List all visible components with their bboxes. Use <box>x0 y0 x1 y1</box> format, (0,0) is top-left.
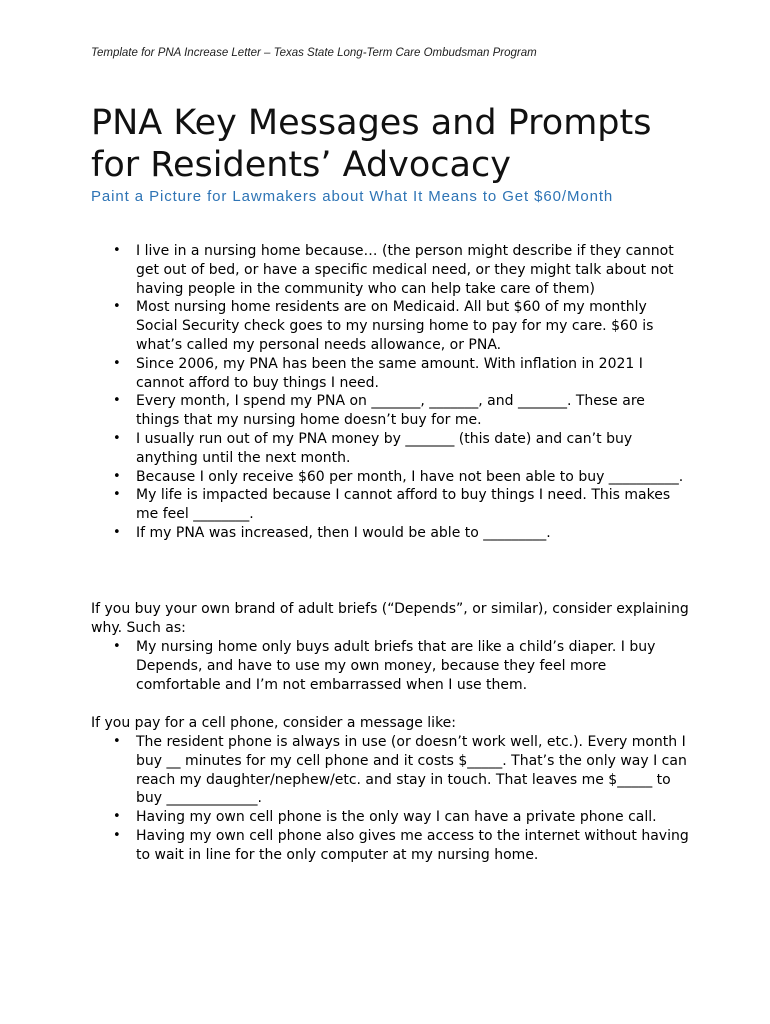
prompts-section <box>91 242 691 543</box>
list-item: • Having my own cell phone is the only way I can have a private phone call. <box>113 809 657 826</box>
list-item: • If my PNA was increased, then I would be able to _________. <box>113 524 551 541</box>
list-item: • My nursing home only buys adult briefs that are like a child’s diaper. I buy Depends, and have to use my own money, because they feel more comfortable and I’m not embarrassed when I use them. <box>113 639 656 693</box>
list-item: • The resident phone is always in use (or doesn’t work well, etc.). Every month I buy __ minutes for my cell phone and it costs $_____. That’s the only way I can reach my daughter/nephew/etc. and stay in touch. That leaves me $_____ to buy _____________. <box>113 734 687 807</box>
phone-section <box>91 714 691 865</box>
list-item: • Since 2006, my PNA has been the same amount. With inflation in 2021 I cannot afford to buy things I need. <box>113 355 643 391</box>
bullet-icon: • <box>113 809 121 825</box>
bullet-icon: • <box>113 734 121 749</box>
briefs-section <box>91 600 691 694</box>
title-line-2: for Residents’ Advocacy <box>91 145 511 185</box>
bullet-icon: • <box>113 299 121 315</box>
bullet-icon: • <box>113 639 121 654</box>
list-item: • Having my own cell phone also gives me access to the internet without having to wait in line for the only computer at my nursing home. <box>113 827 689 863</box>
bullet-icon: • <box>113 827 121 843</box>
prompts-list <box>91 242 691 543</box>
briefs-intro: If you buy your own brand of adult briefs (“Depends”, or similar), consider explaining why. Such as: <box>91 601 689 636</box>
bullet-icon: • <box>113 468 121 484</box>
bullet-icon: • <box>113 487 121 503</box>
page-title <box>91 102 711 186</box>
bullet-icon: • <box>113 393 121 409</box>
bullet-icon: • <box>113 355 121 371</box>
phone-intro: If you pay for a cell phone, consider a message like: <box>91 715 457 731</box>
list-item: • Every month, I spend my PNA on _______, _______, and _______. These are things that my nursing home doesn’t buy for me. <box>113 393 645 429</box>
list-item: • Because I only receive $60 per month, I have not been able to buy __________. <box>113 468 684 485</box>
list-item: • I usually run out of my PNA money by _______ (this date) and can’t buy anything until the next month. <box>113 430 633 466</box>
running-header: Template for PNA Increase Letter – Texas State Long-Term Care Ombudsman Program <box>91 47 537 59</box>
bullet-icon: • <box>113 524 121 540</box>
list-item: • My life is impacted because I cannot afford to buy things I need. This makes me feel ________. <box>113 487 671 523</box>
list-item: • I live in a nursing home because… (the person might describe if they cannot get out of bed, or have a specific medical need, or they might talk about not having people in the community who can help take care of them) <box>113 243 674 297</box>
phone-list <box>91 733 691 865</box>
briefs-list <box>91 638 691 694</box>
bullet-icon: • <box>113 430 121 446</box>
bullet-icon: • <box>113 243 121 258</box>
list-item: • Most nursing home residents are on Medicaid. All but $60 of my monthly Social Security check goes to my nursing home to pay for my care. $60 is what’s called my personal needs allowance, or PNA. <box>113 299 654 353</box>
subtitle: Paint a Picture for Lawmakers about What It Means to Get $60/Month <box>91 188 614 205</box>
title-line-1: PNA Key Messages and Prompts <box>91 103 652 143</box>
